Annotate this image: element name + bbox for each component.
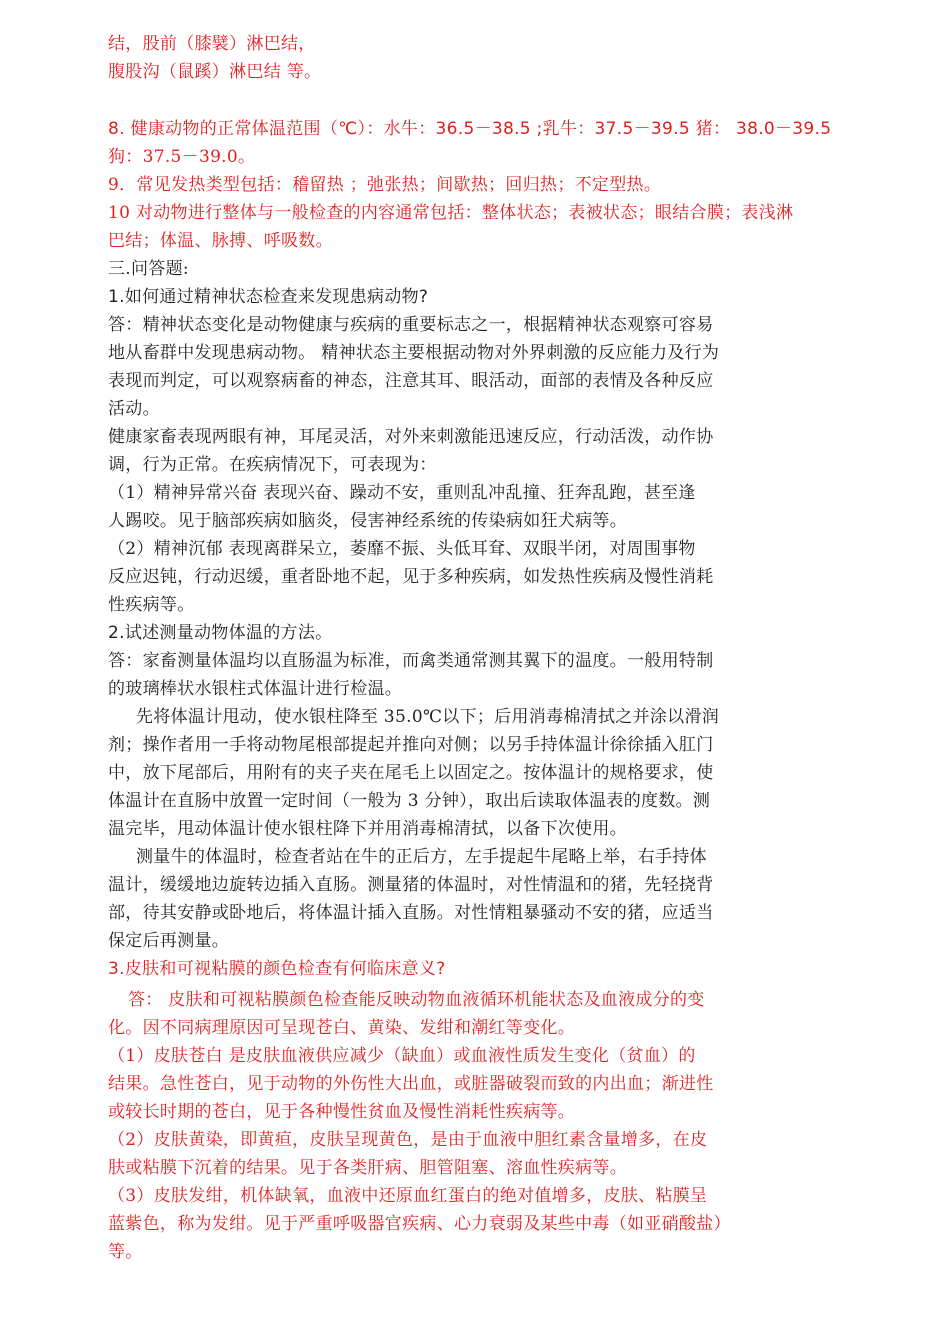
text-line: （1）皮肤苍白 是皮肤血液供应减少（缺血）或血液性质发生变化（贫血）的 — [108, 1046, 696, 1066]
text-line: 巴结；体温、脉搏、呼吸数。 — [108, 231, 333, 251]
section-heading: 三.问答题: — [108, 259, 189, 279]
question-heading: 2.试述测量动物体温的方法。 — [108, 623, 333, 643]
question-heading: 1.如何通过精神状态检查来发现患病动物? — [108, 287, 429, 307]
text-line: 部，待其安静或卧地后，将体温计插入直肠。对性情粗暴骚动不安的猪，应适当 — [108, 903, 714, 923]
text-line: 答：精神状态变化是动物健康与疾病的重要标志之一，根据精神状态观察可容易 — [108, 315, 714, 335]
text-line: 温完毕，甩动体温计使水银柱降下并用消毒棉清拭，以备下次使用。 — [108, 819, 627, 839]
text-line: 答：家畜测量体温均以直肠温为标准，而禽类通常测其翼下的温度。一般用特制 — [108, 651, 714, 671]
text-line: 地从畜群中发现患病动物。 精神状态主要根据动物对外界刺激的反应能力及行为 — [108, 343, 720, 363]
text-line: 10 对动物进行整体与一般检查的内容通常包括：整体状态；表被状态；眼结合膜；表浅淋 — [108, 203, 794, 223]
text-line: 9．常见发热类型包括：稽留热 ；弛张热；间歇热；回归热；不定型热。 — [108, 175, 662, 195]
text-line: 结果。急性苍白，见于动物的外伤性大出血，或脏器破裂而致的内出血；渐进性 — [108, 1074, 714, 1094]
text-line: （1）精神异常兴奋 表现兴奋、躁动不安，重则乱冲乱撞、狂奔乱跑，甚至逢 — [108, 483, 696, 503]
question-heading: 3.皮肤和可视粘膜的颜色检查有何临床意义? — [108, 959, 446, 979]
text-line: 的玻璃棒状水银柱式体温计进行检温。 — [108, 679, 403, 699]
text-line: 体温计在直肠中放置一定时间（一般为 3 分钟），取出后读取体温表的度数。测 — [108, 791, 711, 811]
text-line: 活动。 — [108, 399, 160, 419]
text-line: （3）皮肤发绀，机体缺氧，血液中还原血红蛋白的绝对值增多，皮肤、粘膜呈 — [108, 1186, 708, 1206]
text-line: 剂；操作者用一手将动物尾根部提起并推向对侧；以另手持体温计徐徐插入肛门 — [108, 735, 714, 755]
text-line: 健康家畜表现两眼有神，耳尾灵活，对外来刺激能迅速反应，行动活泼，动作协 — [108, 427, 714, 447]
text-line: 化。因不同病理原因可呈现苍白、黄染、发绀和潮红等变化。 — [108, 1018, 576, 1038]
text-line: 狗：37.5－39.0。 — [108, 147, 256, 167]
text-line: 蓝紫色，称为发绀。见于严重呼吸器官疾病、心力衰弱及某些中毒（如亚硝酸盐） — [108, 1214, 731, 1234]
text-line: 中，放下尾部后，用附有的夹子夹在尾毛上以固定之。按体温计的规格要求，使 — [108, 763, 714, 783]
text-line: 反应迟钝，行动迟缓，重者卧地不起，见于多种疾病，如发热性疾病及慢性消耗 — [108, 567, 714, 587]
text-line: 表现而判定，可以观察病畜的神态，注意其耳、眼活动，面部的表情及各种反应 — [108, 371, 714, 391]
text-line: 温计，缓缓地边旋转边插入直肠。测量猪的体温时，对性情温和的猪，先轻挠背 — [108, 875, 714, 895]
text-line: 性疾病等。 — [108, 595, 195, 615]
text-line: （2）精神沉郁 表现离群呆立，萎靡不振、头低耳耷、双眼半闭，对周围事物 — [108, 539, 696, 559]
text-line: 8. 健康动物的正常体温范围（℃）：水牛：36.5－38.5 ;乳牛：37.5－39.5 猪： 38.0－39.5 — [108, 119, 832, 139]
text-line: 或较长时期的苍白，见于各种慢性贫血及慢性消耗性疾病等。 — [108, 1102, 576, 1122]
text-line: 人踢咬。见于脑部疾病如脑炎，侵害神经系统的传染病如狂犬病等。 — [108, 511, 627, 531]
text-line: （2）皮肤黄染，即黄疸，皮肤呈现黄色，是由于血液中胆红素含量增多，在皮 — [108, 1130, 708, 1150]
text-line: 腹股沟（鼠蹊）淋巴结 等。 — [108, 62, 322, 82]
text-line: 保定后再测量。 — [108, 931, 230, 951]
text-line: 肤或粘膜下沉着的结果。见于各类肝病、胆管阻塞、溶血性疾病等。 — [108, 1158, 627, 1178]
text-line: 结，股前（膝襞）淋巴结， — [108, 34, 316, 54]
text-line: 先将体温计甩动，使水银柱降至 35.0℃以下；后用消毒棉清拭之并涂以滑润 — [136, 707, 720, 727]
text-line: 调，行为正常。在疾病情况下，可表现为： — [108, 455, 437, 475]
text-line: 答： 皮肤和可视粘膜颜色检查能反映动物血液循环机能状态及血液成分的变 — [128, 990, 705, 1010]
text-line: 等。 — [108, 1242, 143, 1262]
text-line: 测量牛的体温时，检查者站在牛的正后方，左手提起牛尾略上举，右手持体 — [136, 847, 707, 867]
